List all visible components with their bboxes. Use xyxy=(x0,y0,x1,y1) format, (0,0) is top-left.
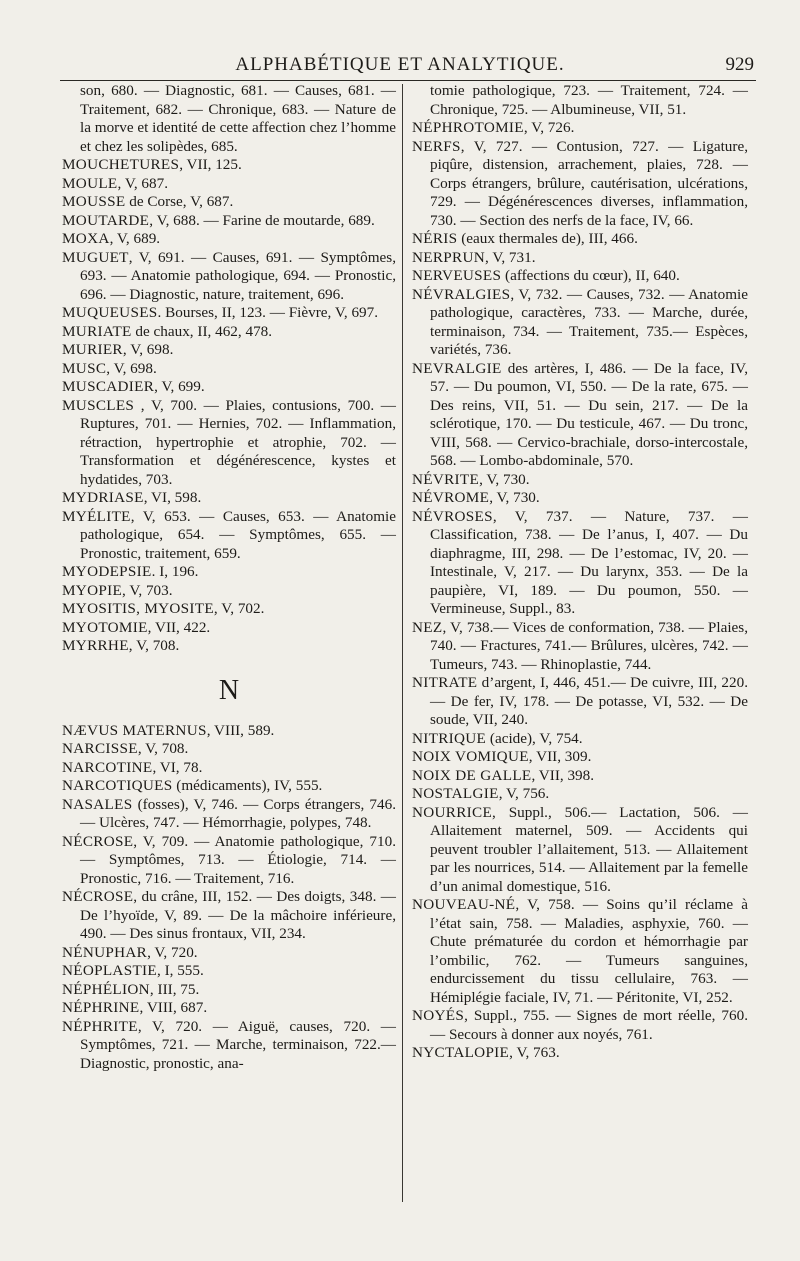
entry-references: , V, 758. — Soins qu’il réclame à l’état sain, 758. — Maladies, asphyxie, 760. — Chute prématurée du cordon et hémorrhagie par l’ombilic, 762. — Tumeurs sanguines, endurcissement du tissu cellulaire, 763. — Hémiplégie faciale, IV, 71. — Péritonite, VI, 252. xyxy=(430,896,748,1006)
index-entry xyxy=(62,582,396,601)
entry-headword: MOXA xyxy=(62,230,110,247)
index-entry xyxy=(62,378,396,397)
right-column xyxy=(412,82,748,1063)
entry-headword: NÉPHROTOMIE xyxy=(412,119,524,136)
section-letter: N xyxy=(218,674,240,706)
index-entry xyxy=(412,804,748,897)
index-entry xyxy=(412,1044,748,1063)
index-entry xyxy=(412,489,748,508)
entry-headword: MUSCLES xyxy=(62,396,135,414)
entry-references: . I, 196. xyxy=(151,563,199,580)
index-entry xyxy=(62,193,396,212)
left-entry-list xyxy=(62,82,396,656)
index-entry xyxy=(62,82,396,156)
entry-references: , V, 700. — Plaies, contusions, 700. — Ruptures, 701. — Hernies, 702. — Inflammation, rétraction, hypertrophie et atrophie, 702. — Transformation et dégénérescence, kystes et hydatides, 703. xyxy=(80,396,396,488)
entry-references: , V, 731. xyxy=(485,248,536,266)
entry-references: , V, 653. — Causes, 653. — Anatomie pathologique, 654. — Symptômes, 655. — Pronostic, traitement, 659. xyxy=(80,507,396,562)
index-entry xyxy=(62,508,396,564)
entry-headword: MOULE xyxy=(62,174,118,192)
column-divider xyxy=(402,84,403,1202)
index-entry xyxy=(62,360,396,379)
entry-headword: NÉOPLASTIE xyxy=(62,962,157,979)
index-entry xyxy=(412,267,748,286)
entry-headword: NERVEUSES xyxy=(412,267,502,284)
entry-headword: NÉVRALGIES xyxy=(412,285,511,303)
index-entry xyxy=(412,138,748,231)
entry-references: , V, 720. xyxy=(147,943,198,961)
entry-references: son, 680. — Diagnostic, 681. — Causes, 681. — Traitement, 682. — Chronique, 683. — Nature de la morve et identité de cette affection chez l’homme et chez les solipèdes, 685. xyxy=(80,82,396,155)
entry-references: , V, 698. xyxy=(122,341,174,358)
entry-headword: MYRRHE xyxy=(62,637,129,654)
index-entry xyxy=(62,563,396,582)
index-entry xyxy=(62,777,396,796)
entry-headword: MUSCADIER xyxy=(62,378,155,395)
running-title: ALPHABÉTIQUE ET ANALYTIQUE. xyxy=(235,54,565,75)
entry-references: , VII, 422. xyxy=(147,618,211,636)
entry-references: , Suppl., 506.— Lactation, 506. — Allaitement maternel, 509. — Accidents qui peuvent troubler l’allaitement, 513. — Allaitement par les nourrices, 514. — Allaitement par la femelle d’un animal domestique, 516. xyxy=(430,803,748,895)
index-entry xyxy=(412,360,748,471)
entry-references: , V, 687. xyxy=(117,174,168,192)
index-entry xyxy=(412,674,748,730)
entry-headword: MOUTARDE xyxy=(62,211,150,229)
entry-references: , du crâne, III, 152. — Des doigts, 348. — De l’hyoïde, V, 89. — De la mâchoire inférieure, 490. — Des sinus frontaux, VII, 234. xyxy=(80,888,396,942)
entry-references: d’argent, I, 446, 451.— De cuivre, III, 220. — De fer, IV, 178. — De potasse, VI, 532. — De soude, VII, 240. xyxy=(430,674,748,728)
entry-references: , V, 709. — Anatomie pathologique, 710. — Symptômes, 713. — Étiologie, 714. — Pronostic, 716. — Traitement, 716. xyxy=(80,832,396,887)
entry-references: (acide), V, 754. xyxy=(486,729,583,747)
index-entry xyxy=(62,759,396,778)
page-header xyxy=(0,52,800,80)
index-entry xyxy=(62,833,396,889)
entry-headword: NOURRICE xyxy=(412,803,493,821)
entry-headword: NYCTALOPIE xyxy=(412,1044,510,1061)
index-entry xyxy=(62,249,396,305)
index-entry xyxy=(412,249,748,268)
entry-references: , V, 691. — Causes, 691. — Symptômes, 693. — Anatomie pathologique, 694. — Pronostic, 696. — Diagnostic, nature, traitement, 696. xyxy=(80,248,396,303)
index-entry xyxy=(62,619,396,638)
entry-references: de chaux, II, 462, 478. xyxy=(131,322,273,340)
index-entry xyxy=(62,944,396,963)
entry-headword: NOYÉS xyxy=(412,1007,465,1024)
index-entry xyxy=(62,600,396,619)
entry-references: , V, 730. xyxy=(479,470,530,488)
entry-headword: MOUCHETURES xyxy=(62,156,180,173)
entry-references: des artères, I, 486. — De la face, IV, 57. — Du poumon, VI, 550. — De la rate, 675. — Des reins, VII, 51. — Du sein, 217. — De la sclérotique, 170. — Du testicule, 467. — Du tronc, VIII, 568. — Cervico-brachiale, dorso-intercostale, 568. — Lombo-abdominale, 570. xyxy=(430,359,748,469)
entry-references: (fosses), V, 746. — Corps étrangers, 746. — Ulcères, 747. — Hémorrhagie, polypes, 748. xyxy=(80,795,396,831)
index-entry xyxy=(62,722,396,741)
entry-headword: MURIER xyxy=(62,341,123,358)
entry-references: , V, 727. — Contusion, 727. — Ligature, piqûre, distension, arrachement, plaies, 728. — Corps étrangers, brûlure, cautérisation, ulcérations, 729. — Dégénérescences diverses, inflammation, 730. — Section des nerfs de la face, IV, 66. xyxy=(430,137,748,229)
entry-headword: MYOPIE xyxy=(62,581,123,599)
entry-headword: NERPRUN xyxy=(412,248,485,266)
entry-headword: NÉCROSE xyxy=(62,832,134,850)
entry-headword: NÉVROSES xyxy=(412,507,493,525)
entry-references: de Corse, V, 687. xyxy=(125,193,234,210)
entry-headword: NÉRIS xyxy=(412,230,458,247)
entry-headword: NOIX VOMIQUE xyxy=(412,748,529,765)
right-entry-list xyxy=(412,82,748,1063)
entry-references: , V, 698. xyxy=(106,359,157,377)
entry-headword: MUGUET xyxy=(62,248,129,266)
index-entry xyxy=(412,471,748,490)
entry-references: (médicaments), IV, 555. xyxy=(172,777,323,794)
index-entry xyxy=(412,508,748,619)
entry-references: , V, 703. xyxy=(122,581,173,599)
entry-references: , VI, 78. xyxy=(152,758,203,776)
entry-headword: MYDRIASE xyxy=(62,489,144,506)
n-entry-list xyxy=(62,722,396,1074)
entry-references: (affections du cœur), II, 640. xyxy=(501,267,680,284)
entry-headword: MOUSSE xyxy=(62,193,126,210)
entry-references: , V, 688. — Farine de moutarde, 689. xyxy=(149,211,375,229)
entry-references: tomie pathologique, 723. — Traitement, 724. — Chronique, 725. — Albumineuse, VII, 51. xyxy=(430,82,748,118)
index-entry xyxy=(412,896,748,1007)
index-entry xyxy=(62,341,396,360)
entry-headword: NOSTALGIE xyxy=(412,785,499,802)
index-entry xyxy=(62,230,396,249)
entry-references: , VII, 125. xyxy=(179,156,242,173)
entry-headword: NÉPHÉLION xyxy=(62,980,150,998)
entry-headword: NÉVRITE xyxy=(412,470,480,488)
index-entry xyxy=(412,230,748,249)
index-entry xyxy=(412,286,748,360)
entry-references: , V, 737. — Nature, 737. — Classification, 738. — De l’anus, I, 407. — Du diaphragme, III, 298. — De l’estomac, IV, 20. — Intestinale, V, 217. — Du larynx, 353. — De la paupière, VI, 189. — Du poumon, 550. —Vermineuse, Suppl., 83. xyxy=(430,507,748,617)
entry-references: , Suppl., 755. — Signes de mort réelle, 760. — Secours à donner aux noyés, 761. xyxy=(430,1007,748,1043)
entry-headword: NITRATE xyxy=(412,674,478,691)
index-entry xyxy=(62,304,396,323)
entry-headword: MYOTOMIE xyxy=(62,618,148,636)
index-entry xyxy=(62,212,396,231)
index-entry xyxy=(62,740,396,759)
entry-headword: MYOSITIS, MYOSITE xyxy=(62,600,214,617)
entry-headword: MURIATE xyxy=(62,322,132,340)
entry-references: , VIII, 589. xyxy=(206,721,275,739)
entry-headword: MYÉLITE xyxy=(62,507,131,525)
entry-headword: MUQUEUSES xyxy=(62,304,158,321)
entry-headword: NÉVROME xyxy=(412,489,490,506)
entry-headword: NÉNUPHAR xyxy=(62,943,148,961)
index-entry xyxy=(62,323,396,342)
entry-headword: NARCISSE xyxy=(62,740,138,757)
entry-references: , VIII, 687. xyxy=(139,999,208,1016)
entry-references: , V, 738.— Vices de conformation, 738. — Plaies, 740. — Fractures, 741.— Brûlures, ulcères, 742. — Tumeurs, 743. — Rhinoplastie, 744. xyxy=(430,618,748,673)
entry-references: , VII, 398. xyxy=(531,766,595,784)
entry-headword: NOIX DE GALLE xyxy=(412,766,532,784)
index-entry xyxy=(412,730,748,749)
entry-headword: NITRIQUE xyxy=(412,729,487,747)
entry-references: , V, 702. xyxy=(213,600,265,617)
entry-headword: MUSC xyxy=(62,359,107,377)
index-entry xyxy=(412,748,748,767)
entry-references: , V, 726. xyxy=(523,119,575,136)
entry-headword: NEVRALGIE xyxy=(412,359,502,377)
entry-headword: NASALES xyxy=(62,795,133,813)
index-entry xyxy=(62,175,396,194)
entry-headword: NEZ xyxy=(412,618,443,636)
entry-headword: NÉCROSE xyxy=(62,888,134,905)
entry-references: , V, 756. xyxy=(498,785,550,802)
index-entry xyxy=(62,489,396,508)
entry-headword: NOUVEAU-NÉ xyxy=(412,896,516,913)
entry-references: . Bourses, II, 123. — Fièvre, V, 697. xyxy=(157,304,379,321)
index-entry xyxy=(62,637,396,656)
index-entry xyxy=(62,999,396,1018)
entry-references: (eaux thermales de), III, 466. xyxy=(457,230,638,247)
index-entry xyxy=(62,981,396,1000)
index-entry xyxy=(62,397,396,490)
entry-headword: NARCOTINE xyxy=(62,758,153,776)
index-entry xyxy=(412,619,748,675)
entry-references: , V, 720. — Aiguë, causes, 720. — Symptômes, 721. — Marche, terminaison, 722.— Diagnostic, pronostic, ana- xyxy=(80,1017,396,1072)
index-entry xyxy=(412,82,748,119)
entry-headword: NÉPHRITE xyxy=(62,1017,138,1035)
entry-headword: MYODEPSIE xyxy=(62,563,152,580)
entry-headword: NARCOTIQUES xyxy=(62,777,173,794)
entry-references: , VI, 598. xyxy=(143,489,202,506)
left-column xyxy=(62,82,396,1073)
entry-references: , V, 763. xyxy=(509,1044,560,1061)
index-entry xyxy=(412,119,748,138)
entry-references: , VII, 309. xyxy=(528,748,592,765)
entry-headword: NERFS xyxy=(412,137,461,155)
entry-references: , I, 555. xyxy=(156,962,204,979)
index-entry xyxy=(62,888,396,944)
index-entry xyxy=(412,1007,748,1044)
entry-headword: NÆVUS MATERNUS xyxy=(62,721,207,739)
header-rule xyxy=(60,80,756,81)
index-entry xyxy=(412,785,748,804)
page-number: 929 xyxy=(725,54,754,75)
entry-references: , V, 708. xyxy=(128,637,180,654)
index-entry xyxy=(412,767,748,786)
index-entry xyxy=(62,156,396,175)
index-entry xyxy=(62,796,396,833)
index-entry xyxy=(62,1018,396,1074)
entry-references: , V, 699. xyxy=(154,378,205,395)
entry-references: , V, 730. xyxy=(489,489,540,506)
entry-references: , V, 732. — Causes, 732. — Anatomie pathologique, caractères, 733. — Marche, durée, terminaison, 734. — Traitement, 735.— Espèces, variétés, 736. xyxy=(430,285,748,358)
entry-references: , III, 75. xyxy=(149,980,200,998)
entry-references: , V, 708. xyxy=(137,740,189,757)
entry-headword: NÉPHRINE xyxy=(62,999,140,1016)
entry-references: , V, 689. xyxy=(109,230,161,247)
index-entry xyxy=(62,962,396,981)
